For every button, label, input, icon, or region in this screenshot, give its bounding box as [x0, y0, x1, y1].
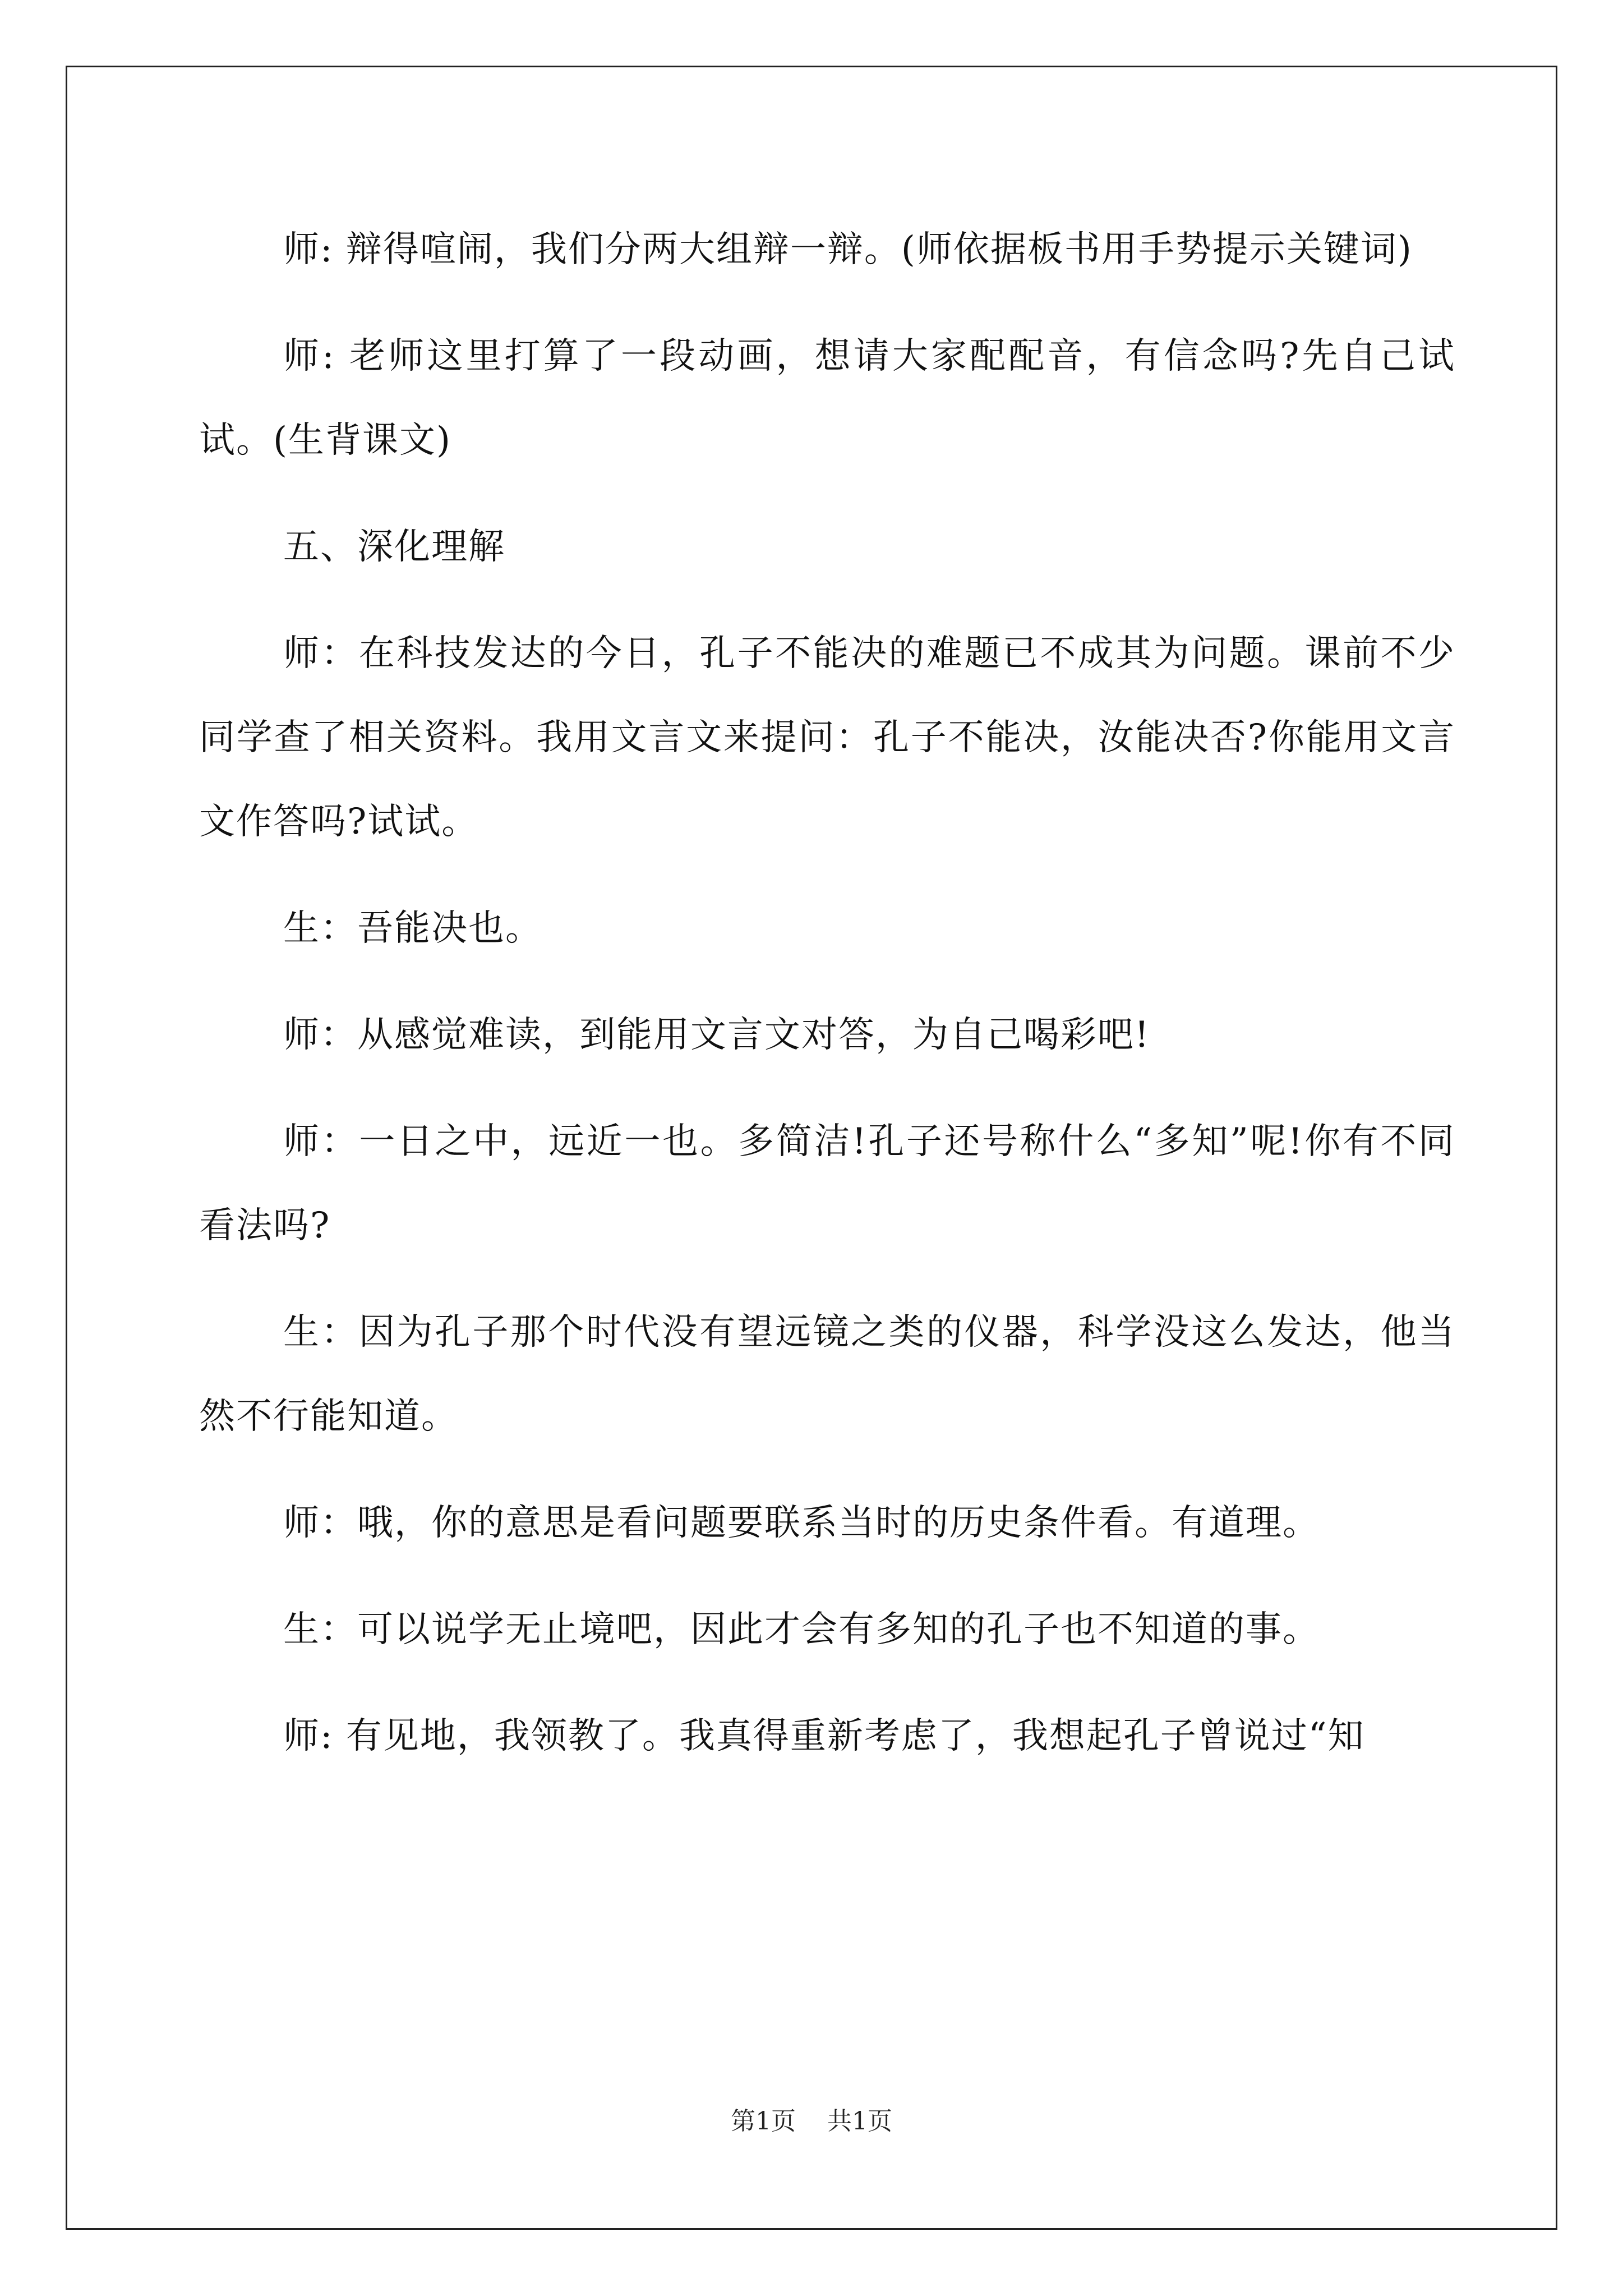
paragraph-7: 生：因为孔子那个时代没有望远镜之类的仪器，科学没这么发达，他当然不行能知道。 — [199, 1312, 1455, 1437]
paragraph-10: 师: 有见地，我领教了。我真得重新考虑了，我想起孔子曾说过“知 — [283, 1715, 1365, 1757]
document-body — [199, 208, 1455, 1778]
section-heading: 五、深化理解 — [283, 526, 505, 568]
paragraph-4: 生：吾能决也。 — [283, 908, 542, 949]
page-total: 共1页 — [827, 2107, 892, 2136]
paragraph-2: 师: 老师这里打算了一段动画，想请大家配配音，有信念吗?先自己试试。(生背课文) — [199, 335, 1455, 461]
paragraph-6: 师：一日之中，远近一也。多简洁!孔子还号称什么“多知”呢!你有不同看法吗? — [199, 1121, 1455, 1246]
paragraph-9: 生：可以说学无止境吧，因此才会有多知的孔子也不知道的事。 — [283, 1609, 1320, 1650]
paragraph-5: 师：从感觉难读，到能用文言文对答，为自己喝彩吧! — [283, 1014, 1150, 1056]
paragraph-8: 师：哦，你的意思是看问题要联系当时的历史条件看。有道理。 — [283, 1502, 1320, 1544]
paragraph-3: 师：在科技发达的今日，孔子不能决的难题已不成其为问题。课前不少同学查了相关资料。我用文言文来提问：孔子不能决，汝能决否?你能用文言文作答吗?试试。 — [199, 633, 1455, 843]
page-footer — [0, 2101, 1623, 2137]
page-number: 第1页 — [731, 2107, 796, 2136]
paragraph-1: 师: 辩得喧闹，我们分两大组辩一辩。(师依据板书用手势提示关键词) — [283, 229, 1413, 270]
